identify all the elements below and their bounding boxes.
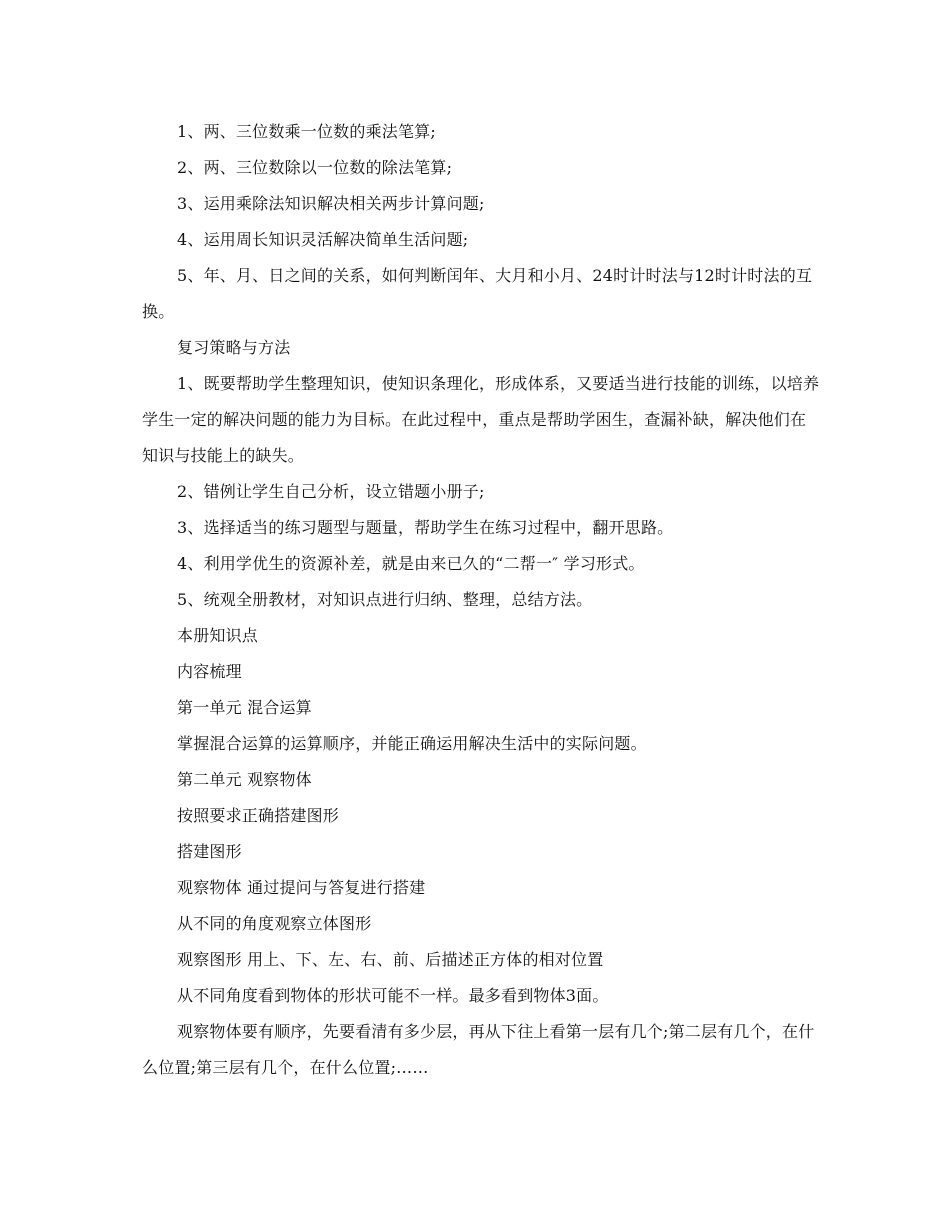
paragraph: 1、两、三位数乘一位数的乘法笔算;: [177, 122, 436, 141]
unit-heading: 第二单元 观察物体: [177, 770, 312, 789]
paragraph: 2、两、三位数除以一位数的除法笔算;: [177, 158, 453, 177]
document-body: [142, 114, 822, 1086]
paragraph: 按照要求正确搭建图形: [177, 806, 340, 825]
paragraph: 搭建图形: [177, 842, 242, 861]
section-heading: 复习策略与方法: [177, 338, 291, 357]
paragraph: 从不同的角度观察立体图形: [177, 914, 372, 933]
paragraph: 5、统观全册教材，对知识点进行归纳、整理，总结方法。: [177, 590, 593, 609]
paragraph: 1、既要帮助学生整理知识，使知识条理化，形成体系，又要适当进行技能的训练，以培养学生一定的解决问题的能力为目标。在此过程中，重点是帮助学困生，查漏补缺，解决他们在知识与技能上的缺失。: [142, 374, 820, 465]
unit-heading: 第一单元 混合运算: [177, 698, 312, 717]
paragraph: 3、运用乘除法知识解决相关两步计算问题;: [177, 194, 485, 213]
paragraph: 从不同角度看到物体的形状可能不一样。最多看到物体3面。: [177, 986, 609, 1005]
paragraph: 观察图形 用上、下、左、右、前、后描述正方体的相对位置: [177, 950, 604, 969]
section-heading: 本册知识点: [177, 626, 259, 645]
section-heading: 内容梳理: [177, 662, 242, 681]
paragraph: 3、选择适当的练习题型与题量，帮助学生在练习过程中，翻开思路。: [177, 518, 674, 537]
paragraph: 观察物体 通过提问与答复进行搭建: [177, 878, 426, 897]
paragraph: 5、年、月、日之间的关系，如何判断闰年、大月和小月、24时计时法与12时计时法的互换。: [142, 266, 813, 321]
paragraph: 2、错例让学生自己分析，设立错题小册子;: [177, 482, 485, 501]
paragraph: 观察物体要有顺序，先要看清有多少层，再从下往上看第一层有几个;第二层有几个，在什么位置;第三层有几个，在什么位置;……: [142, 1022, 815, 1077]
paragraph: 4、运用周长知识灵活解决简单生活问题;: [177, 230, 469, 249]
paragraph: 4、利用学优生的资源补差，就是由来已久的“二帮一″ 学习形式。: [177, 554, 645, 573]
paragraph: 掌握混合运算的运算顺序，并能正确运用解决生活中的实际问题。: [177, 734, 647, 753]
